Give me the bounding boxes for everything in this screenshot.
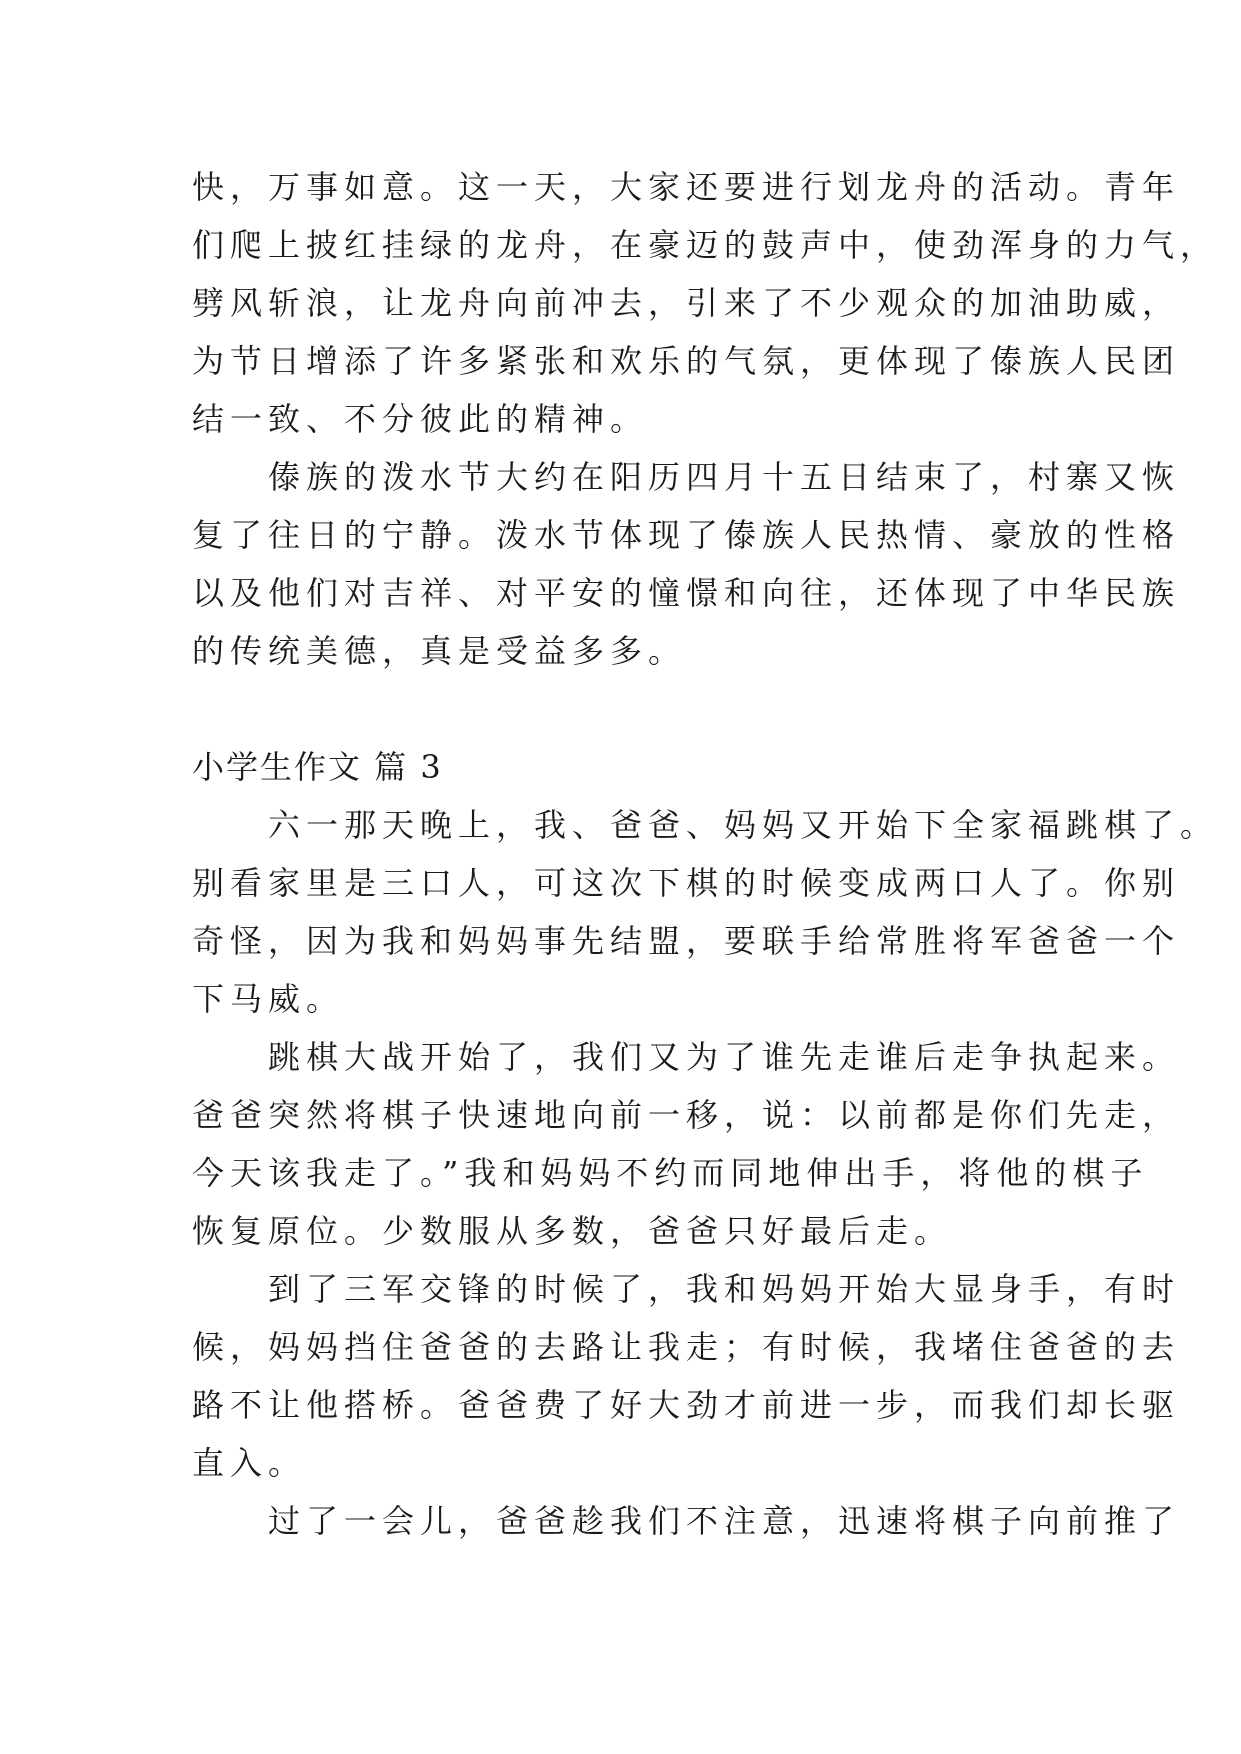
paragraph [192,1028,1181,1260]
text-line: 爸爸突然将棋子快速地向前一移，说：以前都是你们先走， [192,1096,1181,1134]
text-line: 直入。 [192,1444,307,1482]
text-line: 傣族的泼水节大约在阳历四月十五日结束了，村寨又恢 [192,458,1181,496]
text-line: 恢复原位。少数服从多数，爸爸只好最后走。 [192,1212,953,1250]
text-line: 以及他们对吉祥、对平安的憧憬和向往，还体现了中华民族 [192,574,1181,612]
text-line: 们爬上披红挂绿的龙舟，在豪迈的鼓声中，使劲浑身的力气， [192,226,1219,264]
section-title [192,738,1072,796]
paragraph [192,1492,1181,1550]
text-line: 下马威。 [192,980,345,1018]
text-line: 路不让他搭桥。爸爸费了好大劲才前进一步，而我们却长驱 [192,1386,1181,1424]
text-line: 别看家里是三口人，可这次下棋的时候变成两口人了。你别 [192,864,1181,902]
text-line: 结一致、不分彼此的精神。 [192,400,649,438]
paragraph [192,448,1181,680]
text-line: 奇怪，因为我和妈妈事先结盟，要联手给常胜将军爸爸一个 [192,922,1181,960]
paragraph [192,796,1219,1028]
text-line: 快，万事如意。这一天，大家还要进行划龙舟的活动。青年 [192,168,1181,206]
section-title-text: 小学生作文 篇 3 [192,748,443,786]
paragraph [192,1260,1181,1492]
text-line: 今天该我走了。”我和妈妈不约而同地伸出手，将他的棋子 [192,1154,1149,1192]
text-line: 劈风斩浪，让龙舟向前冲去，引来了不少观众的加油助威， [192,284,1181,322]
text-line: 过了一会儿，爸爸趁我们不注意，迅速将棋子向前推了 [192,1502,1181,1540]
text-line: 为节日增添了许多紧张和欢乐的气氛，更体现了傣族人民团 [192,342,1181,380]
paragraph [192,158,1219,448]
text-line: 候，妈妈挡住爸爸的去路让我走；有时候，我堵住爸爸的去 [192,1328,1181,1366]
text-line: 复了往日的宁静。泼水节体现了傣族人民热情、豪放的性格 [192,516,1181,554]
document-body [192,158,1219,1550]
text-line: 六一那天晚上，我、爸爸、妈妈又开始下全家福跳棋了。 [192,806,1219,844]
text-line: 到了三军交锋的时候了，我和妈妈开始大显身手，有时 [192,1270,1181,1308]
text-line: 跳棋大战开始了，我们又为了谁先走谁后走争执起来。 [192,1038,1181,1076]
section-spacer [192,680,1072,738]
text-line: 的传统美德，真是受益多多。 [192,632,687,670]
